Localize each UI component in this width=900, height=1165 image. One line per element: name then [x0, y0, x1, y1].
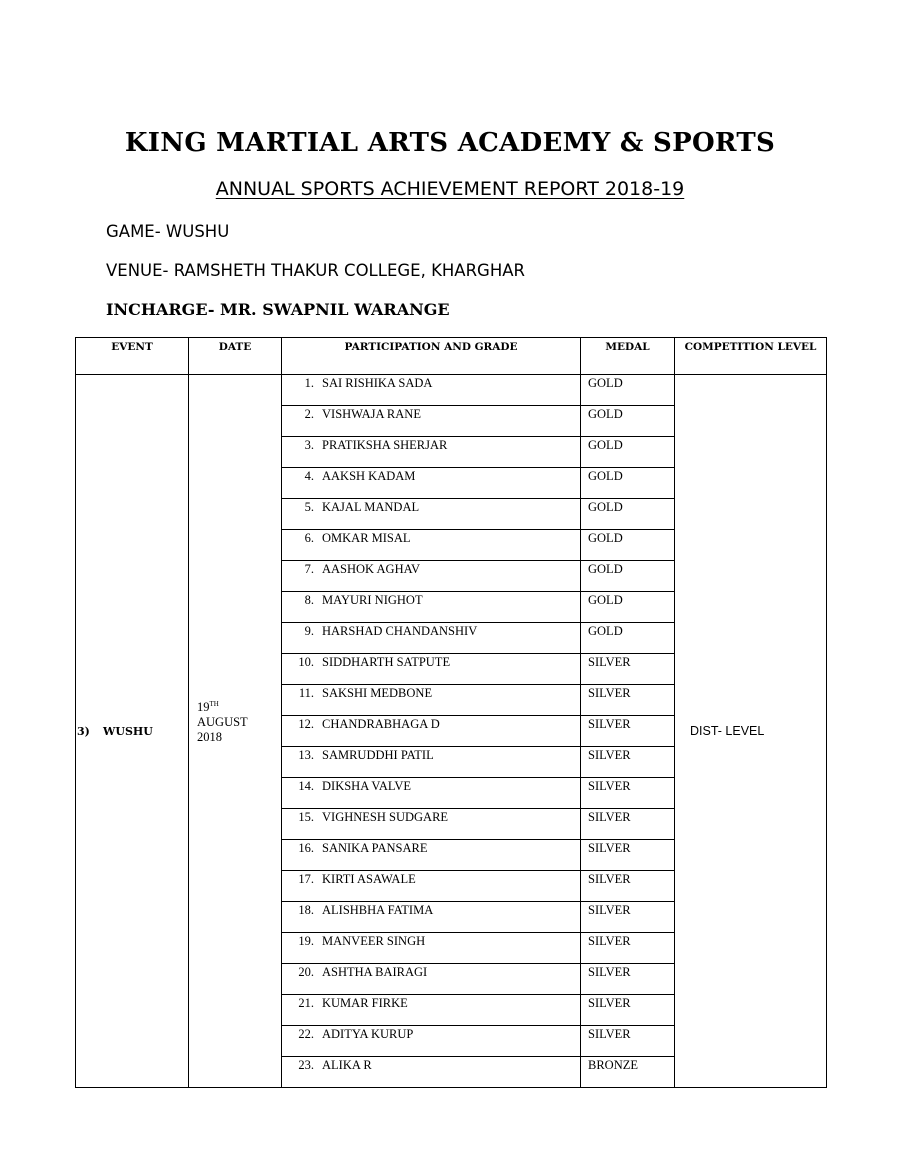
medal-cell	[581, 933, 675, 964]
participant-number: 22.	[298, 1027, 314, 1041]
medal-value: GOLD	[588, 500, 623, 514]
participant-number: 17.	[298, 872, 314, 886]
participant-number: 4.	[304, 469, 314, 483]
medal-cell	[581, 406, 675, 437]
participant-number: 21.	[298, 996, 314, 1010]
medal-cell	[581, 716, 675, 747]
medal-value: SILVER	[588, 810, 631, 824]
table-body	[76, 375, 827, 1088]
medal-value: GOLD	[588, 438, 623, 452]
medal-cell	[581, 468, 675, 499]
event-cell	[76, 375, 189, 1088]
medal-value: GOLD	[588, 624, 623, 638]
participant-name: AASHOK AGHAV	[322, 562, 421, 576]
date-suffix: TH	[209, 699, 219, 708]
participant-number: 3.	[304, 438, 314, 452]
medal-value: GOLD	[588, 376, 623, 390]
date-day: 19	[197, 699, 210, 714]
participant-number: 20.	[298, 965, 314, 979]
participant-cell	[282, 964, 581, 995]
medal-value: SILVER	[588, 748, 631, 762]
medal-cell	[581, 871, 675, 902]
participant-number: 7.	[304, 562, 314, 576]
participant-cell	[282, 747, 581, 778]
medal-value: GOLD	[588, 593, 623, 607]
medal-value: SILVER	[588, 779, 631, 793]
participant-cell	[282, 468, 581, 499]
medal-value: SILVER	[588, 965, 631, 979]
medal-value: SILVER	[588, 841, 631, 855]
venue-line: VENUE- RAMSHETH THAKUR COLLEGE, KHARGHAR	[106, 261, 525, 280]
report-subtitle: ANNUAL SPORTS ACHIEVEMENT REPORT 2018-19	[215, 178, 685, 200]
participant-number: 15.	[298, 810, 314, 824]
medal-cell	[581, 530, 675, 561]
date-year: 2018	[197, 729, 222, 744]
medal-value: SILVER	[588, 717, 631, 731]
date-cell	[189, 375, 282, 1088]
game-line: GAME- WUSHU	[106, 222, 230, 241]
date-month: AUGUST	[197, 714, 248, 729]
participant-cell	[282, 375, 581, 406]
medal-cell	[581, 778, 675, 809]
participant-name: OMKAR MISAL	[322, 531, 411, 545]
medal-cell	[581, 654, 675, 685]
incharge-line: INCHARGE- MR. SWAPNIL WARANGE	[106, 300, 450, 319]
medal-cell	[581, 995, 675, 1026]
participant-number: 10.	[298, 655, 314, 669]
participant-name: VIGHNESH SUDGARE	[322, 810, 449, 824]
medal-cell	[581, 747, 675, 778]
participant-number: 8.	[304, 593, 314, 607]
participant-number: 13.	[298, 748, 314, 762]
participant-cell	[282, 592, 581, 623]
participant-number: 11.	[298, 686, 314, 700]
medal-cell	[581, 623, 675, 654]
medal-value: GOLD	[588, 531, 623, 545]
participant-name: SAI RISHIKA SADA	[322, 376, 433, 390]
medal-value: SILVER	[588, 1027, 631, 1041]
participant-name: ALIKA R	[322, 1058, 372, 1072]
participant-name: KUMAR FIRKE	[322, 996, 408, 1010]
participant-cell	[282, 902, 581, 933]
participant-number: 5.	[304, 500, 314, 514]
participant-number: 9.	[304, 624, 314, 638]
table-row	[76, 375, 827, 406]
participant-cell	[282, 623, 581, 654]
participant-cell	[282, 871, 581, 902]
participant-cell	[282, 1057, 581, 1088]
participant-name: KAJAL MANDAL	[322, 500, 420, 514]
participant-number: 18.	[298, 903, 314, 917]
medal-value: SILVER	[588, 872, 631, 886]
participant-name: SANIKA PANSARE	[322, 841, 428, 855]
medal-value: SILVER	[588, 655, 631, 669]
medal-value: SILVER	[588, 903, 631, 917]
medal-cell	[581, 964, 675, 995]
participant-cell	[282, 778, 581, 809]
participant-cell	[282, 933, 581, 964]
competition-level-cell	[675, 375, 827, 1088]
participant-number: 16.	[298, 841, 314, 855]
event-name: WUSHU	[103, 724, 153, 738]
medal-value: SILVER	[588, 686, 631, 700]
medal-cell	[581, 685, 675, 716]
participant-name: KIRTI ASAWALE	[322, 872, 416, 886]
participant-cell	[282, 716, 581, 747]
medal-cell	[581, 809, 675, 840]
participant-cell	[282, 561, 581, 592]
participant-cell	[282, 499, 581, 530]
participant-cell	[282, 406, 581, 437]
achievement-table	[75, 337, 827, 1088]
participant-cell	[282, 840, 581, 871]
participant-number: 19.	[298, 934, 314, 948]
medal-cell	[581, 375, 675, 406]
participant-cell	[282, 437, 581, 468]
medal-value: BRONZE	[588, 1058, 638, 1072]
participant-name: HARSHAD CHANDANSHIV	[322, 624, 478, 638]
participant-name: CHANDRABHAGA D	[322, 717, 440, 731]
medal-cell	[581, 840, 675, 871]
participant-number: 1.	[304, 376, 314, 390]
medal-value: SILVER	[588, 934, 631, 948]
medal-cell	[581, 499, 675, 530]
participant-cell	[282, 685, 581, 716]
medal-cell	[581, 592, 675, 623]
medal-value: GOLD	[588, 562, 623, 576]
participant-number: 2.	[304, 407, 314, 421]
participant-cell	[282, 654, 581, 685]
competition-level: DIST- LEVEL	[690, 724, 765, 738]
participant-name: VISHWAJA RANE	[322, 407, 421, 421]
column-header-competition-level: COMPETITION LEVEL	[675, 338, 827, 375]
participant-name: DIKSHA VALVE	[322, 779, 412, 793]
participant-number: 12.	[298, 717, 314, 731]
column-header-date: DATE	[189, 338, 282, 375]
participant-number: 23.	[298, 1058, 314, 1072]
participant-name: PRATIKSHA SHERJAR	[322, 438, 448, 452]
column-header-medal: MEDAL	[581, 338, 675, 375]
participant-cell	[282, 995, 581, 1026]
medal-value: SILVER	[588, 996, 631, 1010]
column-header-event: EVENT	[76, 338, 189, 375]
participant-name: SIDDHARTH SATPUTE	[322, 655, 451, 669]
medal-cell	[581, 1057, 675, 1088]
participant-cell	[282, 530, 581, 561]
table-header-row	[76, 338, 827, 375]
document-title: KING MARTIAL ARTS ACADEMY & SPORTS	[124, 128, 776, 158]
participant-name: ADITYA KURUP	[322, 1027, 414, 1041]
participant-cell	[282, 809, 581, 840]
event-number: 3)	[77, 724, 90, 738]
medal-cell	[581, 561, 675, 592]
medal-value: GOLD	[588, 407, 623, 421]
medal-value: GOLD	[588, 469, 623, 483]
medal-cell	[581, 437, 675, 468]
participant-number: 14.	[298, 779, 314, 793]
participant-name: AAKSH KADAM	[322, 469, 416, 483]
participant-name: MAYURI NIGHOT	[322, 593, 423, 607]
medal-cell	[581, 902, 675, 933]
participant-name: ASHTHA BAIRAGI	[322, 965, 428, 979]
participant-name: SAMRUDDHI PATIL	[322, 748, 434, 762]
column-header-participation: PARTICIPATION AND GRADE	[282, 338, 581, 375]
participant-cell	[282, 1026, 581, 1057]
participant-name: ALISHBHA FATIMA	[322, 903, 434, 917]
participant-number: 6.	[304, 531, 314, 545]
participant-name: SAKSHI MEDBONE	[322, 686, 433, 700]
medal-cell	[581, 1026, 675, 1057]
participant-name: MANVEER SINGH	[322, 934, 426, 948]
